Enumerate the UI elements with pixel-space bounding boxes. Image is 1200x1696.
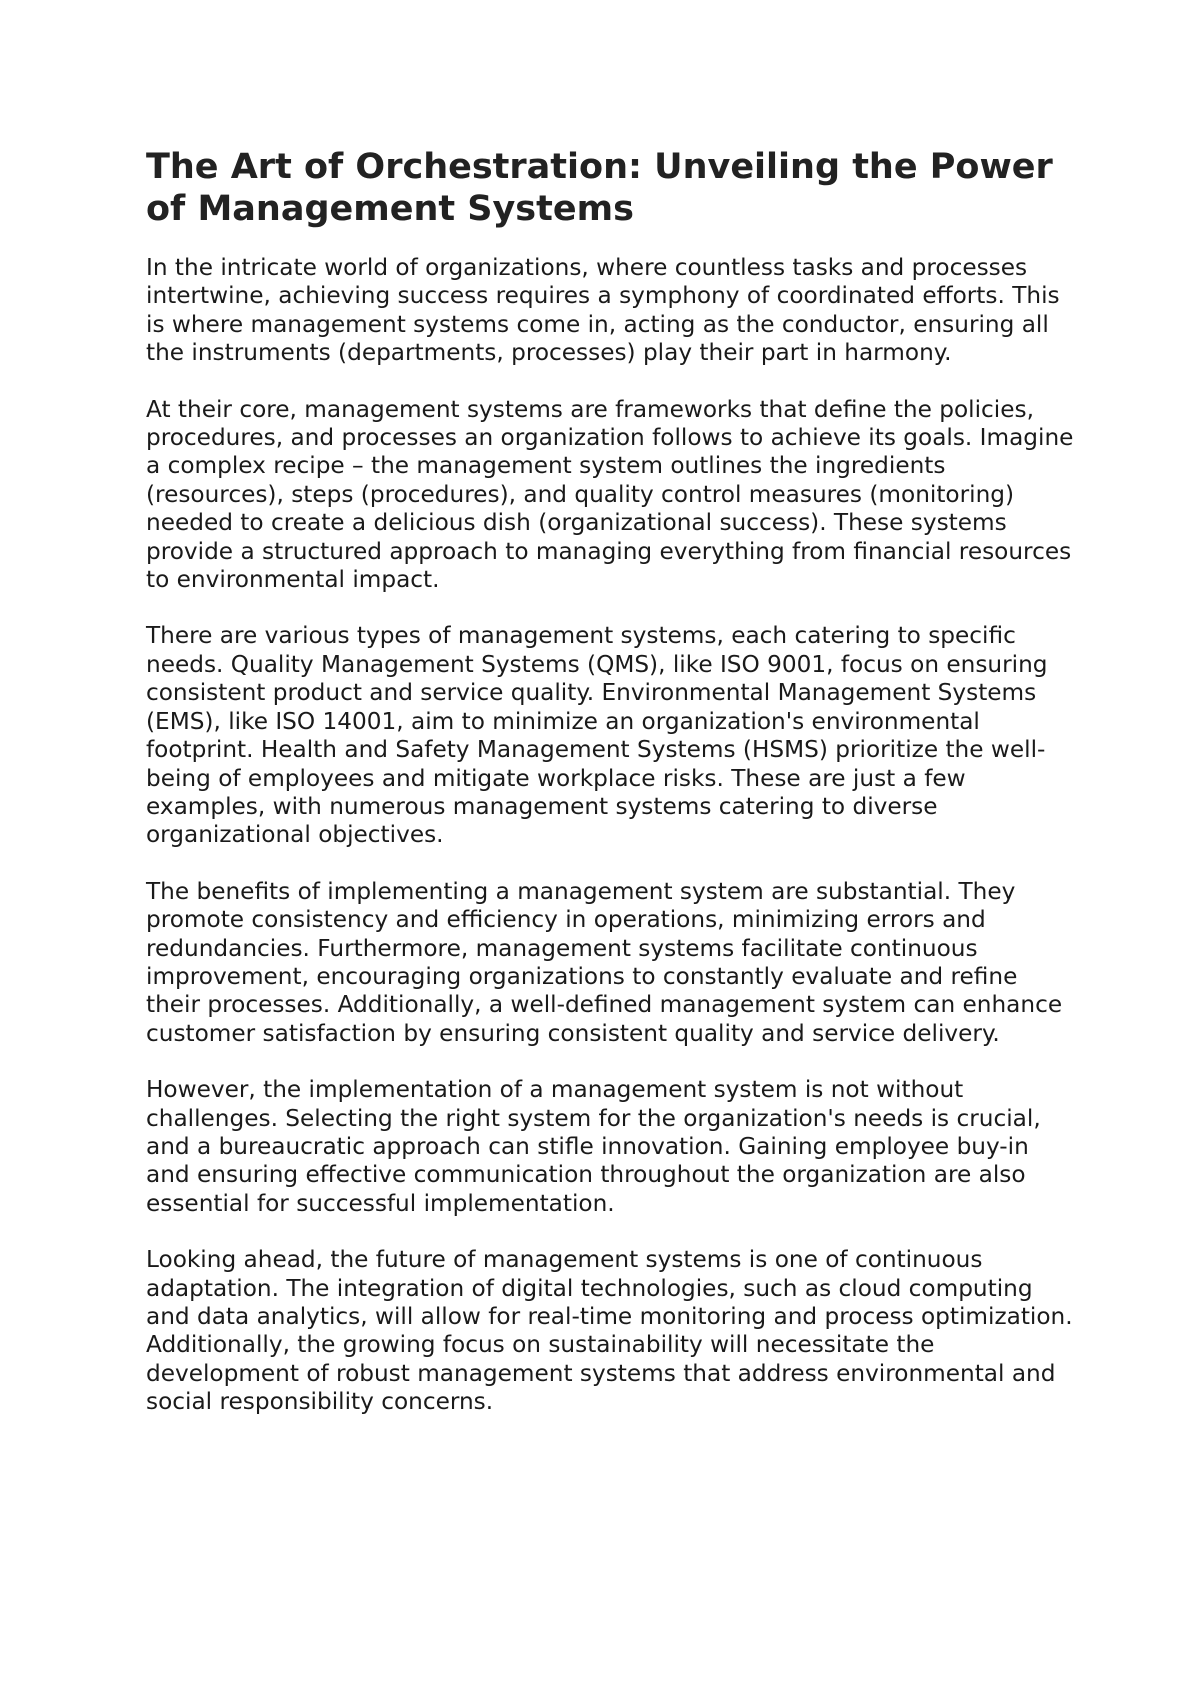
- paragraph-6: Looking ahead, the future of management systems is one of continuous adaptation. The integration of digital technologies, such as cloud computing and data analytics, will allow for real-time monitoring and process optimization. Additionally, the growing focus on sustainability will necessitate the development of robust management systems that address environmental and social responsibility concerns.: [146, 1246, 1073, 1416]
- paragraph-1: In the intricate world of organizations, where countless tasks and processes intertwine, achieving success requires a symphony of coordinated efforts. This is where management systems come in, acting as the conductor, ensuring all the instruments (departments, processes) play their part in harmony.: [146, 254, 1060, 367]
- document-content: [146, 146, 1076, 1445]
- document-title: The Art of Orchestration: Unveiling the Power of Management Systems: [146, 147, 1053, 229]
- paragraph-3: There are various types of management systems, each catering to specific needs. Quality Management Systems (QMS), like ISO 9001, focus on ensuring consistent product and service quality. Environmental Management Systems (EMS), like ISO 14001, aim to minimize an organization's environmental footprint. Health and Safety Management Systems (HSMS) prioritize the well-being of employees and mitigate workplace risks. These are just a few examples, with numerous management systems catering to diverse organizational objectives.: [146, 622, 1048, 849]
- paragraph-5: However, the implementation of a management system is not without challenges. Selecting the right system for the organization's needs is crucial, and a bureaucratic approach can stifle innovation. Gaining employee buy-in and ensuring effective communication throughout the organization are also essential for successful implementation.: [146, 1076, 1041, 1217]
- paragraph-2: At their core, management systems are frameworks that define the policies, procedures, and processes an organization follows to achieve its goals. Imagine a complex recipe – the management system outlines the ingredients (resources), steps (procedures), and quality control measures (monitoring) needed to create a delicious dish (organizational success). These systems provide a structured approach to managing everything from financial resources to environmental impact.: [146, 395, 1074, 594]
- paragraph-4: The benefits of implementing a management system are substantial. They promote consistency and efficiency in operations, minimizing errors and redundancies. Furthermore, management systems facilitate continuous improvement, encouraging organizations to constantly evaluate and refine their processes. Additionally, a well-defined management system can enhance customer satisfaction by ensuring consistent quality and service delivery.: [146, 877, 1063, 1047]
